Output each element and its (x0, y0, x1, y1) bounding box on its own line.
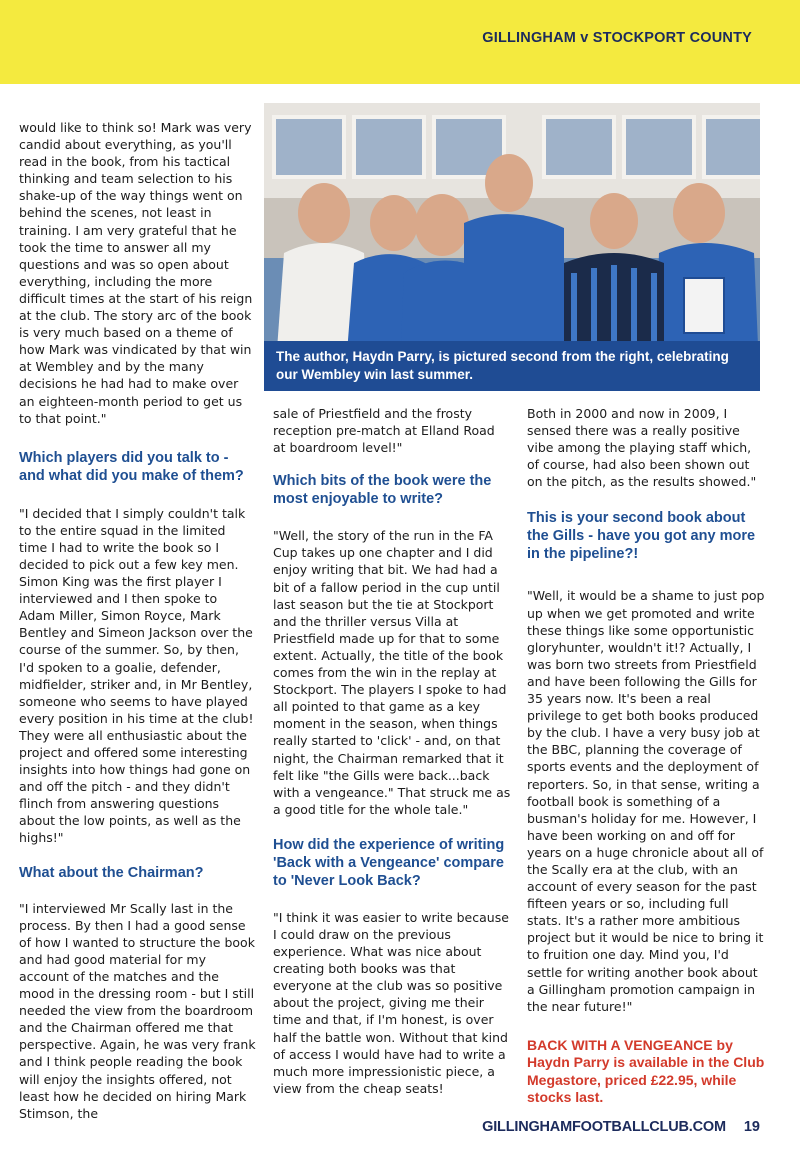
column-3-paragraph-1: Both in 2000 and now in 2009, I sensed there was a really positive vibe among the playing staff which, of course, had also been shown out on the pitch, as the results showed." (527, 406, 757, 490)
footer (482, 1119, 760, 1135)
column-2-paragraph-1: sale of Priestfield and the frosty reception pre-match at Elland Road at boardroom level!" (273, 406, 495, 456)
column-1-paragraph-3: "I interviewed Mr Scally last in the process. By then I had a good sense of how I wanted to structure the book and had good material for my account of the matches and the mood in the dressing room - but I still needed the view from the boardroom and the Chairman offered me that perspective. Again, he was very frank and I think people reading the book will enjoy the insights offered, not least how he decided on hiring Mark Stimson, the (19, 900, 256, 1121)
question-heading-players: Which players did you talk to - and what did you make of them? (19, 449, 244, 484)
header-bar (0, 0, 800, 84)
column-2-paragraph-2: "Well, the story of the run in the FA Cup takes up one chapter and I did enjoy writing that bit. We had had a bit of a fallow period in the cup until last season but the tie at Stockport and the thriller versus Villa at Priestfield made up for that to some extent. Actually, the title of the book comes from the win in the replay at Stockport. The players I spoke to had all pointed to that game as a key moment in the season, when things really started to 'click' - and, on that night, the Chairman remarked that it felt like "the Gills were back...back with a vengeance." That struck me as a good title for the whole tale." (273, 528, 511, 817)
header-title: GILLINGHAM v STOCKPORT COUNTY (482, 30, 752, 46)
page-number: 19 (743, 1119, 760, 1135)
footer-website: GILLINGHAMFOOTBALLCLUB.COM (482, 1119, 726, 1135)
book-promo: BACK WITH A VENGEANCE by Haydn Parry is available in the Club Megastore, priced £22.95, while stocks last. (527, 1036, 765, 1106)
question-heading-experience: How did the experience of writing 'Back with a Vengeance' compare to 'Never Look Back? (273, 836, 505, 889)
question-heading-chairman: What about the Chairman? (19, 864, 204, 881)
column-2-paragraph-3: "I think it was easier to write because I could draw on the previous experience. What was nice about creating both books was that everyone at the club was so positive about the project, giving me their time and that, if I'm honest, is over half the battle won. Without that kind of access I would have had to write a much more impressionistic piece, a view from the cheap seats! (273, 909, 509, 1096)
column-3-paragraph-2: "Well, it would be a shame to just pop up when we get promoted and write these things like some opportunistic gloryhunter, wouldn't it!? Actually, I was born two streets from Priestfield and have been following the Gills for 35 years now. It's been a real privilege to get both books produced by the club. I have a very busy job at the BBC, planning the coverage of sports events and the deployment of reporters. So, in that sense, writing a football book is something of a busman's holiday for me. However, I have been working on and off for years on a huge chronicle about all of the Scally era at the club, with an account of every season for the past fifteen years or so, including full stats. It's a rather more ambitious project but it would be nice to bring it to fruition one day. Mind you, I'd settle for writing another book about a Gillingham promotion campaign in the near future!" (527, 588, 765, 1014)
column-2 (273, 405, 511, 1097)
question-heading-second-book: This is your second book about the Gills - have you got any more in the pipeline?! (527, 510, 756, 563)
question-heading-enjoyable: Which bits of the book were the most enjoyable to write? (273, 473, 492, 508)
column-1-paragraph-1: would like to think so! Mark was very candid about everything, as you'll read in the book, from his tactical thinking and team selection to his shake-up of the way things went on behind the scenes, not least in training. I am very grateful that he took the time to answer all my questions and was so open about everything, including the more difficult times at the start of his reign at the club. The story arc of the book is very much based on a theme of how Mark was vindicated by that win at Wembley and by the many decisions he had had to make over an eighteen-month period to get us to that point." (19, 120, 253, 426)
column-3 (527, 405, 765, 1106)
column-1-paragraph-2: "I decided that I simply couldn't talk to the entire squad in the limited time I had to write the book so I decided to pick out a few key men. Simon King was the first player I interviewed and I then spoke to Adam Miller, Simon Royce, Mark Bentley and Simeon Jackson over the course of the summer. So, by then, I'd spoken to a goalie, defender, midfielder, striker and, in Mr Bentley, someone who seems to have played every position in his time at the club! They were all enthusiastic about the project and offered some interesting insights into how things had gone on and off the pitch - and they didn't flinch from answering questions about the low points, as well as the highs!" (19, 505, 254, 846)
column-1 (19, 119, 257, 1122)
photo-caption: The author, Haydn Parry, is pictured second from the right, celebrating our Wembley win last summer. (264, 341, 760, 391)
